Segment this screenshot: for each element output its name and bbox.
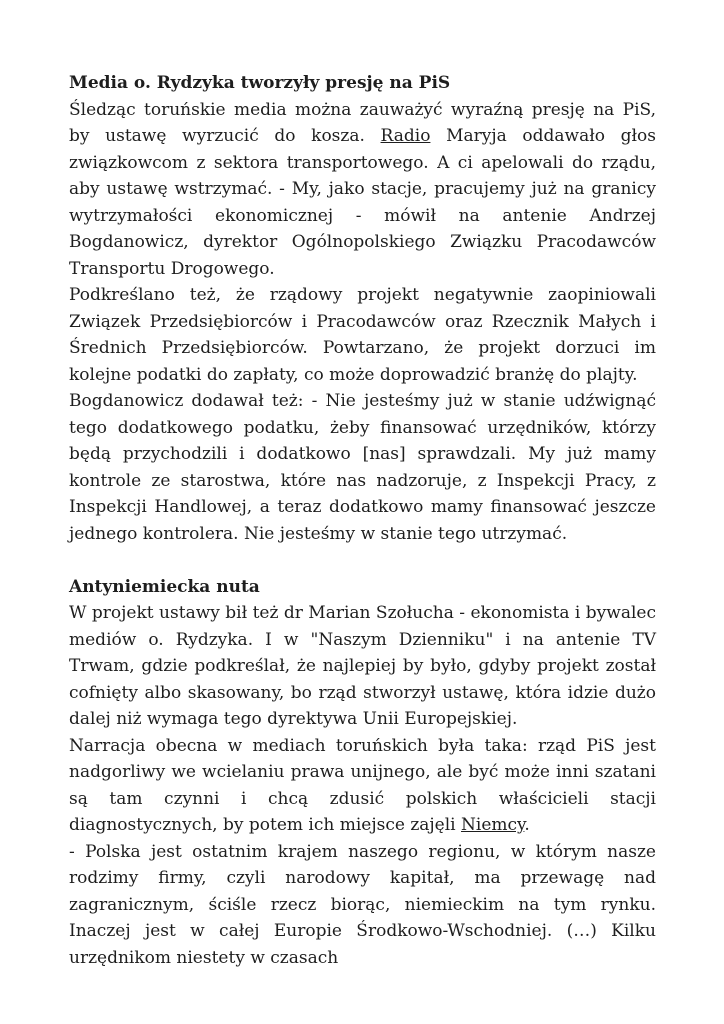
paragraph-gap: [69, 547, 656, 574]
paragraph: Podkreślano też, że rządowy projekt negatywnie zaopiniowali Związek Przedsiębiorców i Pracodawców oraz Rzecznik Małych i Średnich Przedsiębiorców. Powtarzano, że projekt dorzuci im kolejne podatki do zapłaty, co może doprowadzić branżę do plajty.: [69, 285, 656, 385]
paragraph: [69, 733, 656, 839]
section-heading-media-rydzyka: Media o. Rydzyka tworzyły presję na PiS: [69, 73, 451, 93]
article-body: [69, 70, 656, 971]
paragraph-text: .: [524, 815, 530, 835]
niemcy-link[interactable]: Niemcy: [461, 815, 525, 835]
paragraph-text: Śledząc toruńskie media można zauważyć wyraźną presję na PiS, by ustawę wyrzucić do kosza.: [69, 99, 656, 146]
paragraph: Bogdanowicz dodawał też: - Nie jesteśmy już w stanie udźwignąć tego dodatkowego podatku, żeby finansować urzędników, którzy będą przychodzili i dodatkowo [nas] sprawdzali. My już mamy kontrole ze starostwa, które nas nadzoruje, z Inspekcji Pracy, z Inspekcji Handlowej, a teraz dodatkowo mamy finansować jeszcze jednego kontrolera. Nie jesteśmy w stanie tego utrzymać.: [69, 391, 656, 544]
paragraph: W projekt ustawy bił też dr Marian Szołucha - ekonomista i bywalec mediów o. Rydzyka. I w "Naszym Dzienniku" i na antenie TV Trwam, gdzie podkreślał, że najlepiej by było, gdyby projekt został cofnięty albo skasowany, bo rząd stworzył ustawę, która idzie dużo dalej niż wymaga tego dyrektywa Unii Europejskiej.: [69, 603, 656, 729]
radio-link[interactable]: Radio: [380, 126, 431, 146]
section-heading-antyniemiecka-nuta: Antyniemiecka nuta: [69, 576, 260, 597]
paragraph-text: Narracja obecna w mediach toruńskich była taka: rząd PiS jest nadgorliwy we wcielaniu prawa unijnego, ale być może inni szatani są tam czynni i chcą zdusić polskich właścicieli stacji diagnostycznych, by potem ich miejsce zajęli: [69, 735, 656, 835]
paragraph-text: Maryja oddawało głos związkowcom z sektora transportowego. A ci apelowali do rządu, aby ustawę wstrzymać. - My, jako stacje, pracujemy już na granicy wytrzymałości ekonomicznej - mówił na antenie Andrzej Bogdanowicz, dyrektor Ogólnopolskiego Związku Pracodawców Transportu Drogowego.: [69, 126, 656, 279]
paragraph: [69, 97, 656, 283]
paragraph: - Polska jest ostatnim krajem naszego regionu, w którym nasze rodzimy firmy, czyli narodowy kapitał, ma przewagę nad zagranicznym, ściśle rzecz biorąc, niemieckim na tym rynku. Inaczej jest w całej Europie Środkowo-Wschodniej. (…) Kilku urzędnikom niestety w czasach: [69, 841, 656, 968]
